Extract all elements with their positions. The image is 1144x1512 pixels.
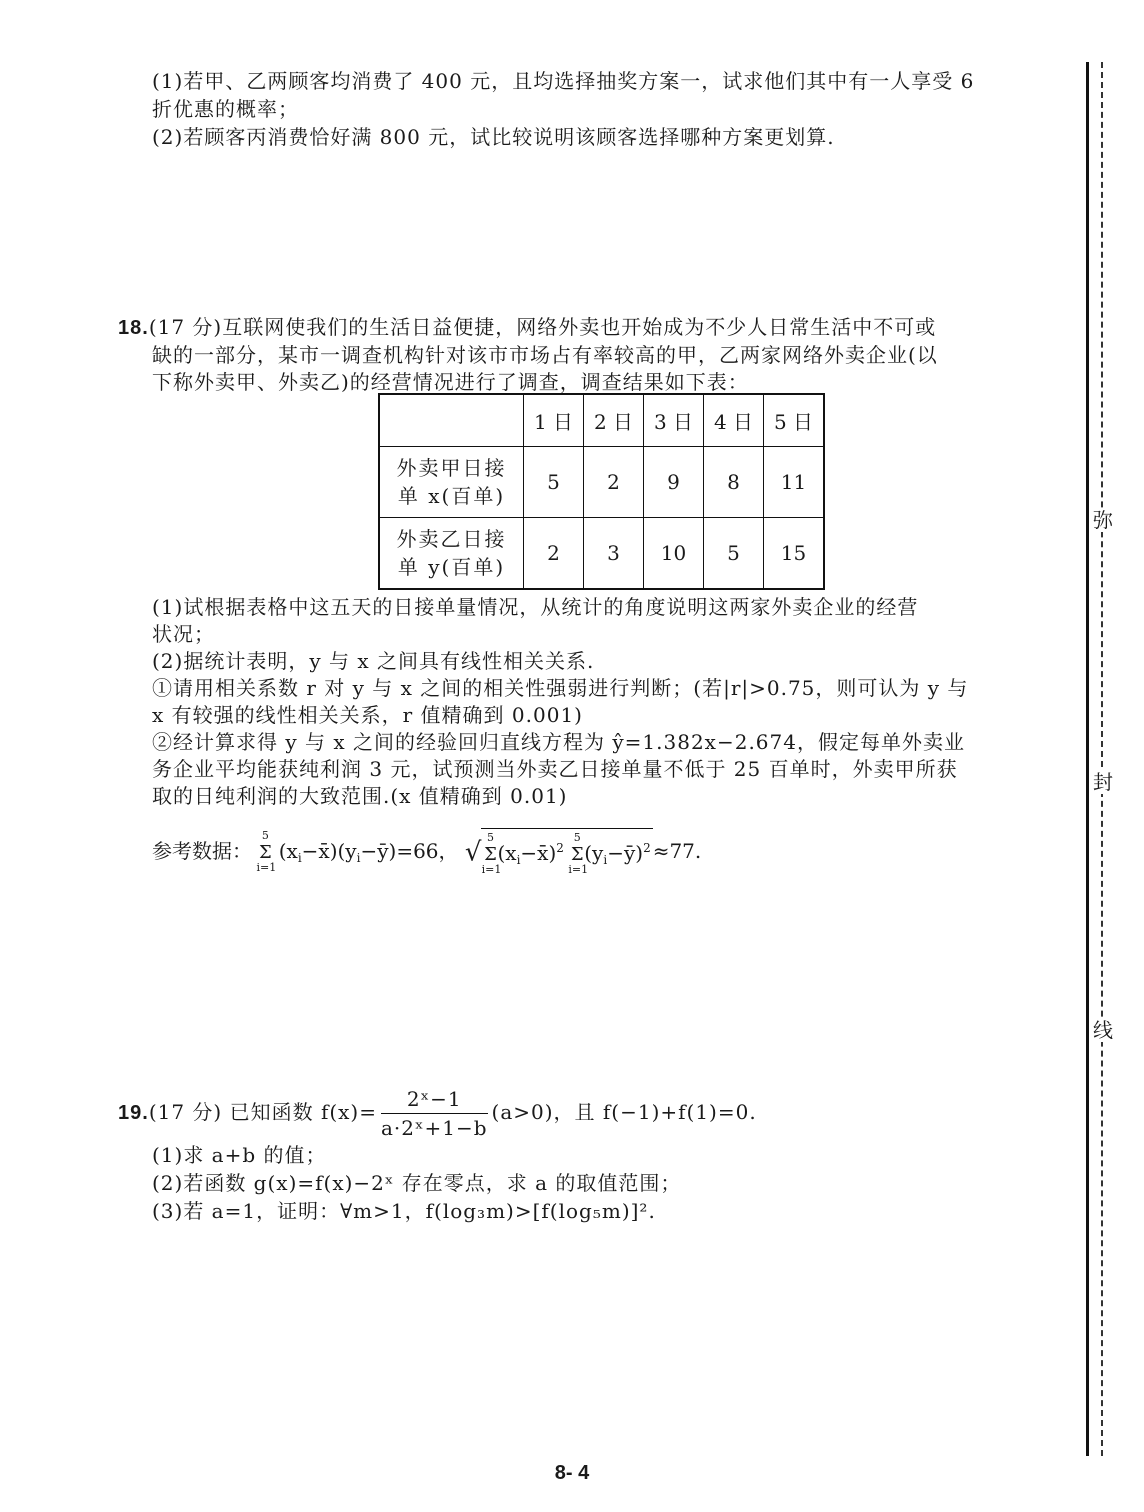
q18-line2: 缺的一部分，某市一调查机构针对该市市场占有率较高的甲，乙两家网络外卖企业(以 [152,343,938,367]
table-header-row [379,394,824,447]
q18-line3: 下称外卖甲、外卖乙)的经营情况进行了调查，调查结果如下表： [152,370,749,394]
q19-p2: (2)若函数 g(x)=f(x)−2ˣ 存在零点，求 a 的取值范围； [152,1171,682,1195]
table-row [379,447,824,518]
table-cell: 11 [764,447,825,518]
table-header-cell [379,394,524,447]
table-header-cell: 4 日 [704,394,764,447]
q18-p2b-line3: 取的日纯利润的大致范围.(x 值精确到 0.01) [152,784,568,808]
binding-char-xian: 线 [1093,1018,1113,1042]
table-cell: 5 [704,518,764,590]
binding-dashed-line [1101,62,1103,1456]
q18-p1-line1: (1)试根据表格中这五天的日接单量情况，从统计的角度说明这两家外卖企业的经营 [152,595,919,619]
binding-char-feng: 封 [1093,770,1113,794]
page-number: 8- 4 [554,1462,590,1484]
ref-term: −ȳ)=66， [360,839,459,863]
sum-lower: i=1 [568,862,589,876]
row-label-line2: 单 y(百单) [397,555,506,579]
q18-line1 [118,314,936,341]
table-cell: 2 [584,447,644,518]
binding-solid-line [1086,62,1089,1456]
sqrt-body: Σ 5 i=1 $(x_i-x̄)^2$ Σ 5 i=1 $(y_i-ȳ)^2$ [481,828,652,877]
binding-char-mi: 弥 [1093,508,1113,532]
q18-p2a-line2: x 有较强的线性相关关系，r 值精确到 0.001) [152,703,583,727]
q18-number: 18. [118,317,149,339]
q18-p2b-line2: 务企业平均能获纯利润 3 元，试预测当外卖乙日接单量不低于 25 百单时，外卖甲所获 [152,757,958,781]
table-cell: 2 [524,518,584,590]
table-cell: 9 [644,447,704,518]
q18-reference-data: 参考数据： Σ 5 i=1 $(x_i-x̄)(y_i-ȳ)=66$， √ Σ 5 i=1 $(x_i-x̄)^2$ Σ 5 i=1 $(y_i-ȳ)^2 \approx 77$. [152,828,702,876]
q17-part1-line1: (1)若甲、乙两顾客均消费了 400 元，且均选择抽奖方案一，试求他们其中有一人享受 6 [152,69,975,93]
table-cell: 10 [644,518,704,590]
row-label [379,447,524,518]
row-label-line1: 外卖乙日接 [396,527,507,551]
fraction-numerator: 2ˣ−1 [381,1087,488,1114]
q19-intro: (17 分) 已知函数 f(x)= [148,1100,377,1124]
sigma-symbol: Σ 5 i=1 [570,846,584,864]
q19-fraction [381,1087,488,1140]
table-header-cell: 3 日 [644,394,704,447]
exponent: 2 [643,841,651,855]
q18-p1-line2: 状况； [152,622,215,646]
q18-p2: (2)据统计表明，y 与 x 之间具有线性相关关系. [152,649,595,673]
sum-lower: i=1 [481,862,502,876]
exponent: 2 [556,841,564,855]
q19-line1 [118,1082,757,1142]
row-label [379,518,524,590]
ref-result: ≈77. [652,839,702,863]
fraction-denominator: a·2ˣ+1−b [380,1116,488,1140]
table-header-cell: 1 日 [524,394,584,447]
ref-term: −x̄)(y [301,839,357,863]
row-label-line2: 单 x(百单) [397,484,506,508]
sqrt-symbol: √ [464,837,482,868]
ref-term: −ȳ) [607,841,644,865]
q18-p2a-line1: ①请用相关系数 r 对 y 与 x 之间的相关性强弱进行判断；(若|r|>0.75，则可认为 y 与 [152,676,969,700]
q18-data-table [378,393,825,590]
table-cell: 5 [524,447,584,518]
q19-p3: (3)若 a=1，证明：∀m>1，f(log₃m)>[f(log₅m)]². [152,1199,656,1223]
ref-term: (x [278,839,298,863]
sigma-symbol: Σ 5 i=1 [258,844,272,862]
table-header-cell: 5 日 [764,394,825,447]
q18-text1: (17 分)互联网使我们的生活日益便捷，网络外卖也开始成为不少人日常生活中不可或 [148,315,937,339]
sum-upper: 5 [573,830,581,844]
table-cell: 3 [584,518,644,590]
ref-label: 参考数据： [152,839,252,863]
table-cell: 15 [764,518,825,590]
sum-upper: 5 [261,828,269,842]
q19-p1: (1)求 a+b 的值； [152,1143,327,1167]
ref-term: −x̄) [520,841,557,865]
q18-p2b-line1: ②经计算求得 y 与 x 之间的经验回归直线方程为 ŷ=1.382x−2.674，假定每单外卖业 [152,730,965,754]
ref-term: (y [584,841,604,865]
q17-part2: (2)若顾客丙消费恰好满 800 元，试比较说明该顾客选择哪种方案更划算. [152,125,835,149]
ref-term: (x [497,841,517,865]
row-label-line1: 外卖甲日接 [396,456,507,480]
sum-lower: i=1 [256,860,277,874]
q17-part1-line2: 折优惠的概率； [152,97,299,121]
table-row [379,518,824,590]
q19-condition: (a>0)，且 f(−1)+f(1)=0. [491,1100,757,1124]
table-header-cell: 2 日 [584,394,644,447]
table-cell: 8 [704,447,764,518]
q19-number: 19. [118,1102,149,1124]
sigma-symbol: Σ 5 i=1 [483,846,497,864]
sum-upper: 5 [486,830,494,844]
